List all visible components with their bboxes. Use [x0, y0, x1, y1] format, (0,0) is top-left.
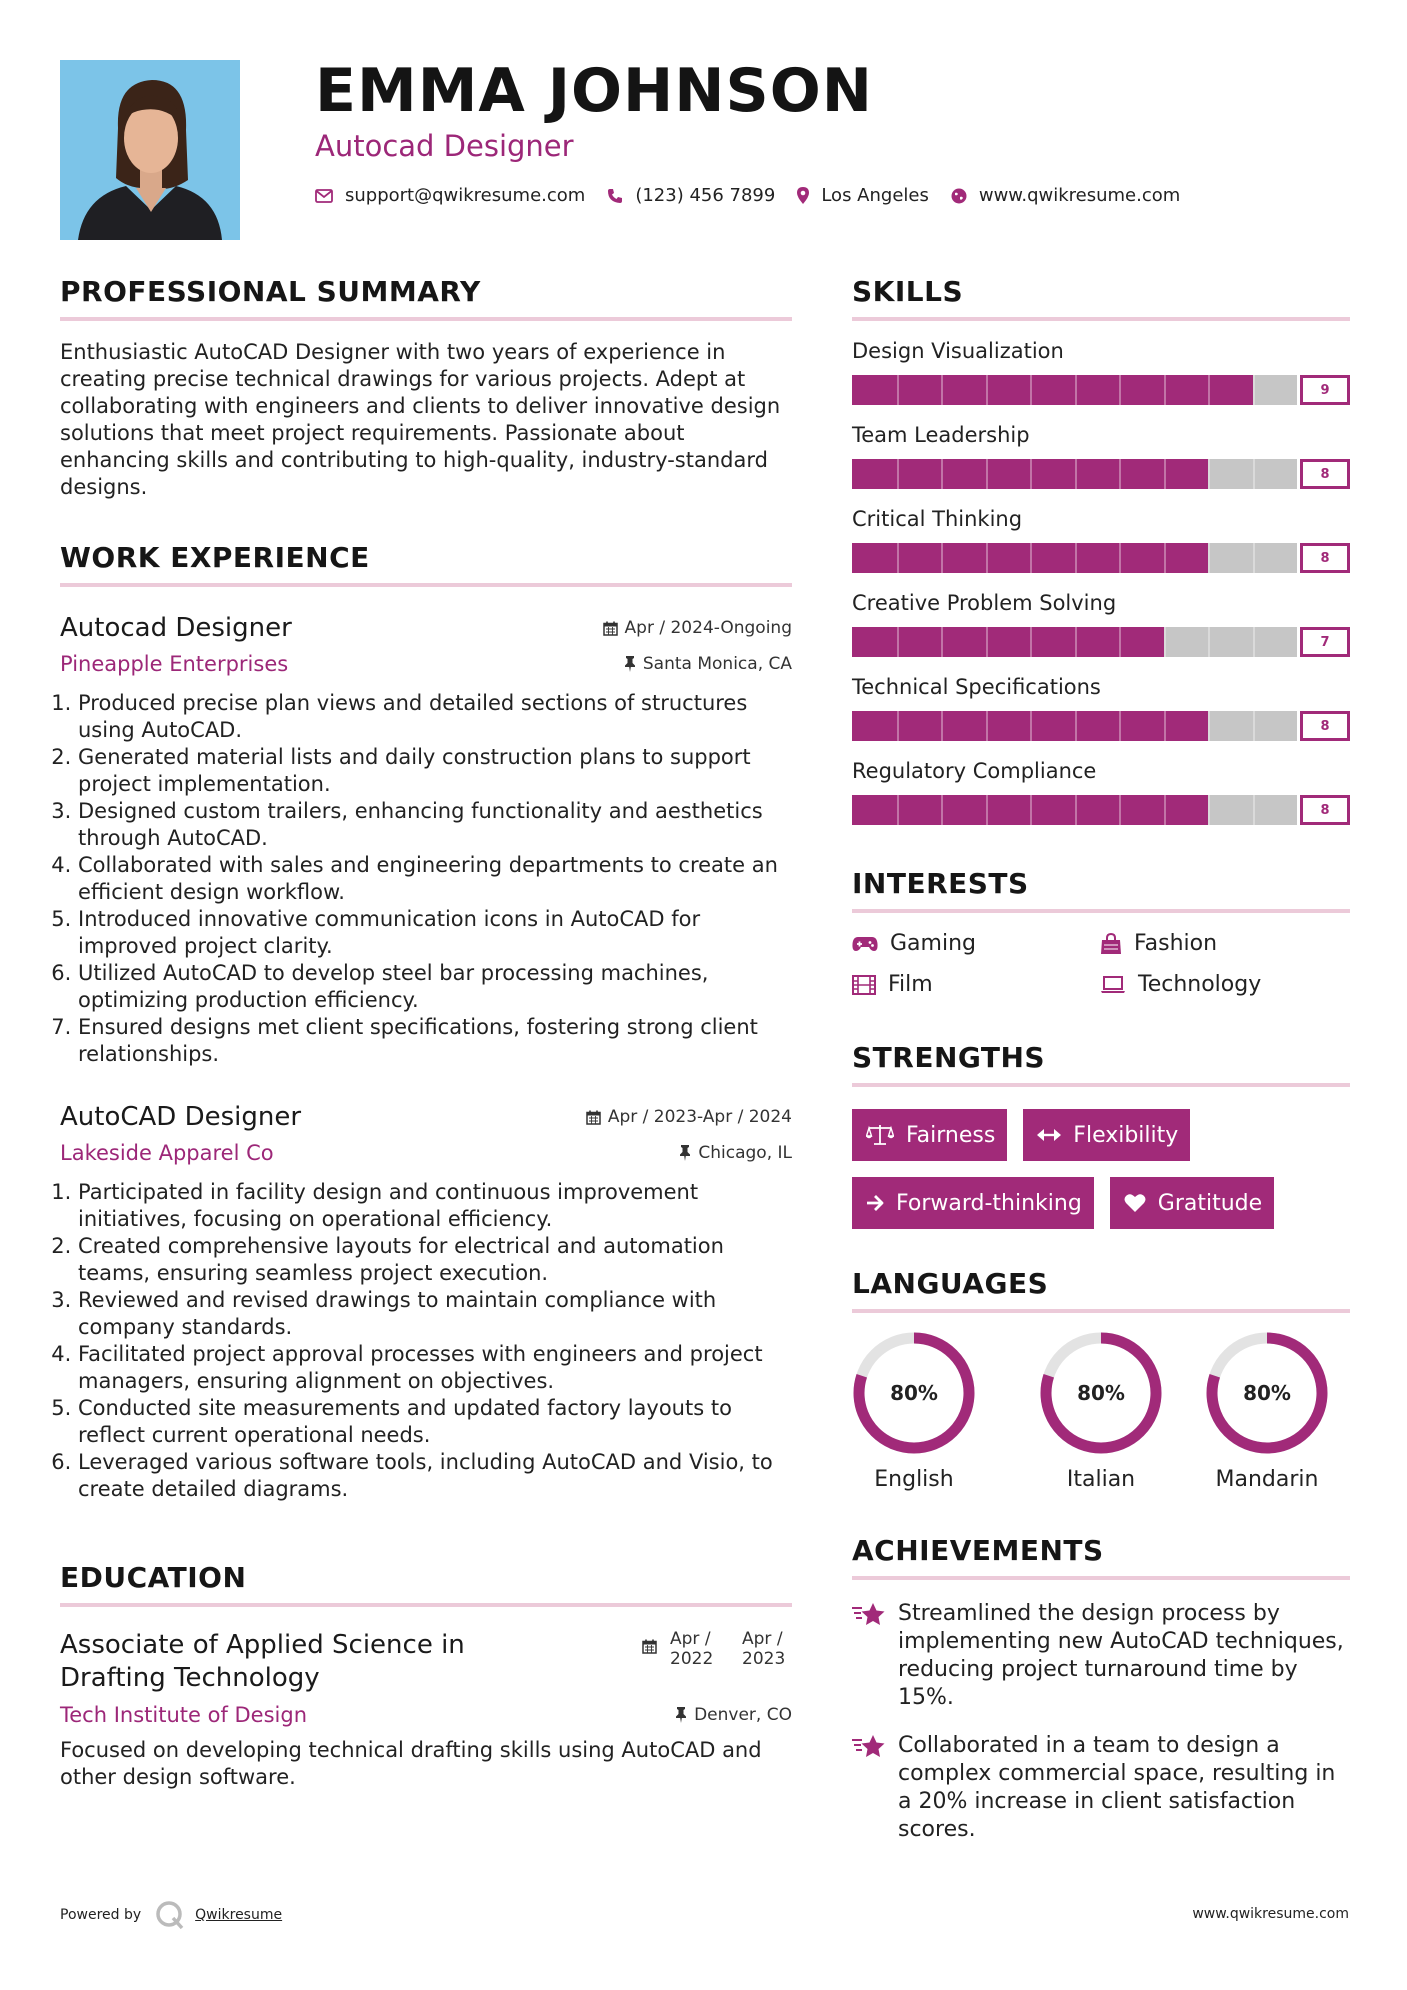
skill-bar [852, 627, 1297, 657]
skill-bar-tick [1030, 375, 1032, 405]
balance-scale-icon [866, 1124, 894, 1146]
skill-bar-tick [1208, 459, 1210, 489]
job-date: Apr / 2023-Apr / 2024 [586, 1107, 792, 1127]
strength-badge: Forward-thinking [852, 1177, 1094, 1229]
contact-email[interactable] [315, 185, 585, 206]
skill-bar [852, 795, 1297, 825]
skill-score: 7 [1300, 627, 1350, 657]
film-icon [852, 975, 876, 995]
skills-heading: SKILLS [852, 275, 1350, 321]
skill-bar-tick [897, 543, 899, 573]
calendar-icon [586, 1110, 601, 1125]
interest-item: Technology [1100, 972, 1348, 997]
skill-bar-tick [1119, 627, 1121, 657]
skills-list [852, 339, 1350, 825]
skill-bar-tick [1253, 795, 1255, 825]
job-date: Apr / 2024-Ongoing [603, 618, 792, 638]
envelope-icon [315, 189, 333, 203]
languages-heading: LANGUAGES [852, 1267, 1350, 1313]
job-bullets [60, 690, 792, 1068]
skill-bar-tick [941, 459, 943, 489]
skill-bar-tick [1164, 459, 1166, 489]
skill-bar-tick [1075, 459, 1077, 489]
skill-bar-tick [897, 375, 899, 405]
language-name: English [874, 1467, 954, 1492]
list-item: 3. Reviewed and revised drawings to maintain compliance with company standards. [78, 1287, 792, 1341]
skill-bar-tick [941, 375, 943, 405]
skill-bar-tick [1030, 795, 1032, 825]
skill-bar-tick [1208, 795, 1210, 825]
location-text: Los Angeles [821, 185, 929, 206]
profile-photo [60, 60, 240, 240]
skill-score: 9 [1300, 375, 1350, 405]
candidate-role: Autocad Designer [315, 129, 574, 163]
powered-by-text: Powered by [60, 1907, 142, 1923]
shopping-bag-icon [1100, 933, 1122, 955]
skill-bar-tick [1119, 375, 1121, 405]
skill-bar-tick [897, 627, 899, 657]
skill-bar-tick [1075, 627, 1077, 657]
education-date [642, 1629, 792, 1695]
skill-item [852, 339, 1350, 405]
achievement-text: Streamlined the design process by implementing new AutoCAD techniques, reducing project turnaround time by 15%. [898, 1601, 1344, 1710]
shooting-star-icon [852, 1602, 886, 1628]
heart-icon [1124, 1193, 1146, 1213]
skill-name: Regulatory Compliance [852, 759, 1097, 783]
calendar-icon [603, 621, 618, 636]
skill-bar-tick [897, 795, 899, 825]
skill-name: Creative Problem Solving [852, 591, 1117, 615]
calendar-icon [642, 1639, 657, 1654]
school-name: Tech Institute of Design [60, 1703, 308, 1727]
skill-bar-fill [852, 627, 1164, 657]
strength-badge: Fairness [852, 1109, 1007, 1161]
list-item: 7. Ensured designs met client specifications, fostering strong client relationships. [78, 1014, 792, 1068]
gamepad-icon [852, 936, 878, 952]
skill-bar-tick [1164, 711, 1166, 741]
skill-score: 8 [1300, 711, 1350, 741]
skill-bar-tick [1253, 711, 1255, 741]
skill-bar-tick [1119, 459, 1121, 489]
list-item: 1. Participated in facility design and continuous improvement initiatives, focusing on operational efficiency. [78, 1179, 792, 1233]
job-bullets [60, 1179, 792, 1503]
languages-list [852, 1331, 1350, 1492]
resume-header [315, 55, 1365, 206]
skill-bar-tick [1075, 795, 1077, 825]
contact-location [797, 185, 929, 206]
list-item: 2. Created comprehensive layouts for electrical and automation teams, ensuring seamless project execution. [78, 1233, 792, 1287]
skill-item [852, 675, 1350, 741]
job-title: AutoCAD Designer [60, 1102, 302, 1132]
list-item: 5. Introduced innovative communication icons in AutoCAD for improved project clarity. [78, 906, 792, 960]
interest-item: Fashion [1100, 931, 1348, 956]
language-item [852, 1331, 1018, 1492]
skill-score: 8 [1300, 795, 1350, 825]
company-name: Pineapple Enterprises [60, 652, 289, 676]
skill-bar-tick [986, 459, 988, 489]
skill-bar-tick [1075, 711, 1077, 741]
skill-bar-tick [1164, 375, 1166, 405]
pushpin-icon [675, 1707, 687, 1723]
skill-name: Technical Specifications [852, 675, 1101, 699]
skill-bar [852, 711, 1297, 741]
job-entry [60, 613, 792, 1068]
skill-item [852, 759, 1350, 825]
language-percent: 80% [890, 1381, 938, 1405]
education-entry [60, 1629, 792, 1695]
achievements-heading: ACHIEVEMENTS [852, 1534, 1350, 1580]
brand-link[interactable]: Qwikresume [195, 1907, 283, 1923]
list-item: 4. Collaborated with sales and engineering departments to create an efficient design workflow. [78, 852, 792, 906]
achievement-item [852, 1732, 1350, 1844]
skill-name: Design Visualization [852, 339, 1064, 363]
skill-bar-tick [897, 459, 899, 489]
contact-phone[interactable] [607, 185, 775, 206]
skill-bar-tick [1030, 543, 1032, 573]
globe-icon [951, 188, 967, 204]
language-name: Mandarin [1215, 1467, 1319, 1492]
skill-bar-fill [852, 375, 1253, 405]
laptop-icon [1100, 976, 1126, 994]
skill-bar-tick [986, 795, 988, 825]
degree-title: Associate of Applied Science in Drafting Technology [60, 1630, 465, 1693]
skill-bar-tick [1208, 375, 1210, 405]
achievement-text: Collaborated in a team to design a complex commercial space, resulting in a 20% increase in client satisfaction scores. [898, 1733, 1336, 1842]
skill-bar-tick [1030, 459, 1032, 489]
education-end: Apr / 2023 [742, 1629, 786, 1669]
skill-bar-tick [1253, 627, 1255, 657]
skill-bar-tick [1208, 711, 1210, 741]
skill-bar-tick [1075, 375, 1077, 405]
job-title: Autocad Designer [60, 613, 292, 643]
interest-item: Film [852, 972, 1100, 997]
list-item: 2. Generated material lists and daily construction plans to support project implementation. [78, 744, 792, 798]
skill-bar-tick [1208, 543, 1210, 573]
interest-item: Gaming [852, 931, 1100, 956]
skill-bar-tick [986, 627, 988, 657]
company-name: Lakeside Apparel Co [60, 1141, 274, 1165]
list-item: 6. Leveraged various software tools, including AutoCAD and Visio, to create detailed diagrams. [78, 1449, 792, 1503]
skill-bar-tick [1164, 627, 1166, 657]
pushpin-icon [679, 1145, 691, 1161]
footer-powered-by [60, 1900, 282, 1930]
skill-bar [852, 459, 1297, 489]
arrows-horizontal-icon [1037, 1128, 1061, 1142]
skill-bar-tick [1253, 543, 1255, 573]
skill-bar-tick [1253, 459, 1255, 489]
shooting-star-icon [852, 1734, 886, 1760]
summary-text: Enthusiastic AutoCAD Designer with two years of experience in creating precise technical drawings for various projects. Adept at collaborating with engineers and clients to deliver innovative design solutions that meet project requirements. Passionate about enhancing skills and contributing to high-quality, industry-standard designs. [60, 340, 781, 499]
skill-bar-tick [1164, 795, 1166, 825]
skill-bar-tick [1253, 375, 1255, 405]
language-name: Italian [1066, 1467, 1136, 1492]
skill-bar-tick [941, 543, 943, 573]
skill-bar-tick [1075, 543, 1077, 573]
strength-badge: Flexibility [1023, 1109, 1190, 1161]
job-location: Chicago, IL [679, 1143, 792, 1163]
job-entry [60, 1102, 792, 1503]
language-percent: 80% [1243, 1381, 1291, 1405]
list-item: 6. Utilized AutoCAD to develop steel bar processing machines, optimizing production efficiency. [78, 960, 792, 1014]
language-percent: 80% [1077, 1381, 1125, 1405]
strengths-list [852, 1109, 1350, 1229]
skill-score: 8 [1300, 543, 1350, 573]
education-heading: EDUCATION [60, 1561, 792, 1607]
skill-bar-tick [1119, 543, 1121, 573]
left-column [60, 275, 792, 1791]
skill-bar-tick [986, 711, 988, 741]
list-item: 4. Facilitated project approval processes with engineers and project managers, ensuring alignment on objectives. [78, 1341, 792, 1395]
skill-item [852, 507, 1350, 573]
language-item [1184, 1331, 1350, 1492]
skill-name: Critical Thinking [852, 507, 1023, 531]
language-item [1018, 1331, 1184, 1492]
phone-text: (123) 456 7899 [635, 185, 776, 206]
skill-bar-tick [1119, 795, 1121, 825]
skill-bar-tick [1030, 627, 1032, 657]
skill-bar-tick [941, 627, 943, 657]
skill-bar-tick [941, 795, 943, 825]
skill-bar-tick [1030, 711, 1032, 741]
right-column [852, 275, 1350, 1844]
list-item: 1. Produced precise plan views and detailed sections of structures using AutoCAD. [78, 690, 792, 744]
skill-item [852, 423, 1350, 489]
skill-bar [852, 375, 1297, 405]
skill-score: 8 [1300, 459, 1350, 489]
skill-name: Team Leadership [852, 423, 1030, 447]
email-text: support@qwikresume.com [345, 185, 586, 206]
qwikresume-logo-icon [155, 1900, 185, 1930]
education-start: Apr / 2022 [670, 1629, 714, 1669]
education-location: Denver, CO [675, 1705, 792, 1725]
education-description: Focused on developing technical drafting skills using AutoCAD and other design software. [60, 1738, 762, 1789]
skill-bar-tick [986, 375, 988, 405]
skill-bar [852, 543, 1297, 573]
skill-item [852, 591, 1350, 657]
achievement-item [852, 1600, 1350, 1712]
arrow-right-icon [866, 1194, 884, 1212]
experience-heading: WORK EXPERIENCE [60, 541, 792, 587]
footer-website[interactable]: www.qwikresume.com [1192, 1906, 1349, 1922]
interests-heading: INTERESTS [852, 867, 1350, 913]
contact-row [315, 185, 1365, 206]
list-item: 3. Designed custom trailers, enhancing functionality and aesthetics through AutoCAD. [78, 798, 792, 852]
skill-bar-tick [1208, 627, 1210, 657]
skill-bar-tick [1119, 711, 1121, 741]
skill-bar-tick [986, 543, 988, 573]
website-text: www.qwikresume.com [978, 185, 1181, 206]
interests-list [852, 931, 1350, 997]
skill-bar-tick [897, 711, 899, 741]
list-item: 5. Conducted site measurements and updated factory layouts to reflect current operational needs. [78, 1395, 792, 1449]
skill-bar-tick [1164, 543, 1166, 573]
pushpin-icon [624, 656, 636, 672]
skill-bar-tick [941, 711, 943, 741]
phone-icon [607, 188, 623, 204]
strength-badge: Gratitude [1110, 1177, 1274, 1229]
strengths-heading: STRENGTHS [852, 1041, 1350, 1087]
candidate-name: EMMA JOHNSON [315, 56, 873, 126]
map-pin-icon [797, 187, 809, 204]
job-location: Santa Monica, CA [624, 654, 792, 674]
summary-heading: PROFESSIONAL SUMMARY [60, 275, 792, 321]
contact-website[interactable] [951, 185, 1180, 206]
